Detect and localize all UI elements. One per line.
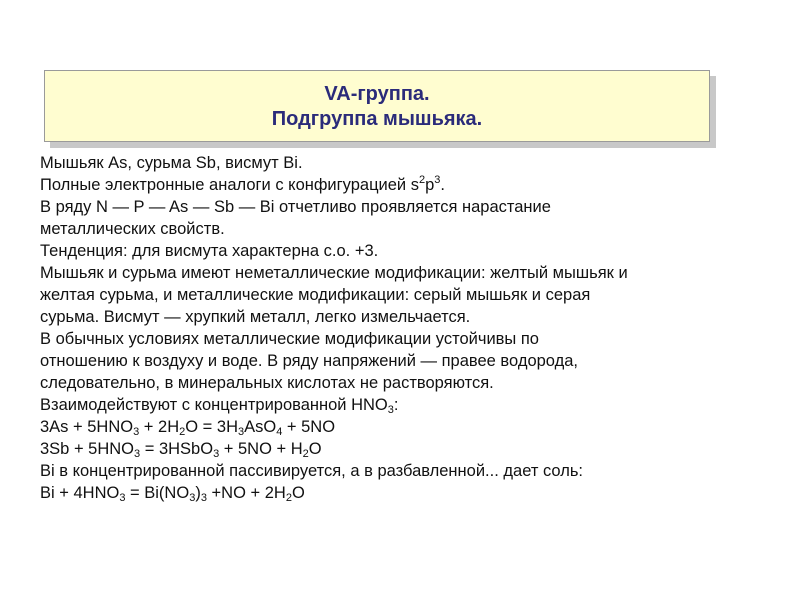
eq-fragment: Bi + 4HNO: [40, 484, 120, 502]
text-fragment: Взаимодействуют с концентрированной HNO: [40, 396, 388, 414]
subscript: 3: [189, 492, 196, 504]
title-line-2: Подгруппа мышьяка.: [271, 108, 483, 130]
subscript: 2: [179, 426, 186, 438]
text-line: следовательно, в минеральных кислотах не растворяются.: [40, 374, 494, 392]
subscript: 3: [133, 426, 140, 438]
text-fragment: .: [440, 176, 446, 194]
text-fragment: p: [425, 176, 435, 194]
eq-fragment: AsO: [244, 418, 277, 436]
subscript: 3: [387, 404, 394, 416]
subscript: 3: [213, 448, 220, 460]
subscript: 2: [285, 492, 292, 504]
subscript: 3: [134, 448, 141, 460]
text-line: В обычных условиях металлические модификации устойчивы по: [40, 330, 539, 348]
eq-fragment: ): [195, 484, 201, 502]
equation-bismuth: [40, 482, 775, 504]
text-line: сурьма. Висмут — хрупкий металл, легко измельчается.: [40, 308, 471, 326]
title-line-1: VA-группа.: [324, 83, 430, 105]
text-line: отношению к воздуху и воде. В ряду напряжений — правее водорода,: [40, 352, 579, 370]
subscript: 4: [276, 426, 283, 438]
eq-fragment: = 3HSbO: [140, 440, 214, 458]
subscript: 3: [237, 426, 245, 438]
subscript: 3: [200, 492, 207, 504]
text-line: металлических свойств.: [40, 220, 225, 238]
eq-fragment: O: [308, 440, 322, 458]
eq-fragment: 3Sb + 5HNO: [40, 440, 135, 458]
text-fragment: :: [393, 396, 399, 414]
text-line: Мышьяк As, сурьма Sb, висмут Bi.: [40, 154, 303, 172]
subscript: 2: [302, 448, 309, 460]
eq-fragment: + 5NO + H: [219, 440, 303, 458]
text-line-hno3: [40, 394, 775, 416]
text-line: Мышьяк и сурьма имеют неметаллические модификации: желтый мышьяк и: [40, 264, 628, 282]
eq-fragment: O: [291, 484, 305, 502]
equation-antimony: [40, 438, 775, 460]
text-line: Bi в концентрированной пассивируется, а в разбавленной... дает соль:: [40, 462, 584, 480]
text-fragment: Полные электронные аналоги с конфигурацией s: [40, 176, 419, 194]
eq-fragment: + 2H: [139, 418, 180, 436]
body-text: [40, 152, 775, 504]
equation-arsenic: [40, 416, 775, 438]
superscript: 2: [418, 174, 426, 186]
text-line-configuration: [40, 174, 775, 196]
text-line: Тенденция: для висмута характерна с.о. +3.: [40, 242, 379, 260]
eq-fragment: 3As + 5HNO: [40, 418, 134, 436]
text-line: В ряду N — P — As — Sb — Bi отчетливо проявляется нарастание: [40, 198, 551, 216]
text-line: желтая сурьма, и металлические модификации: серый мышьяк и серая: [40, 286, 591, 304]
eq-fragment: O = 3H: [185, 418, 238, 436]
title-box: [44, 70, 710, 142]
eq-fragment: + 5NO: [282, 418, 336, 436]
superscript: 3: [434, 174, 441, 186]
eq-fragment: = Bi(NO: [125, 484, 190, 502]
subscript: 3: [119, 492, 126, 504]
eq-fragment: +NO + 2H: [206, 484, 286, 502]
